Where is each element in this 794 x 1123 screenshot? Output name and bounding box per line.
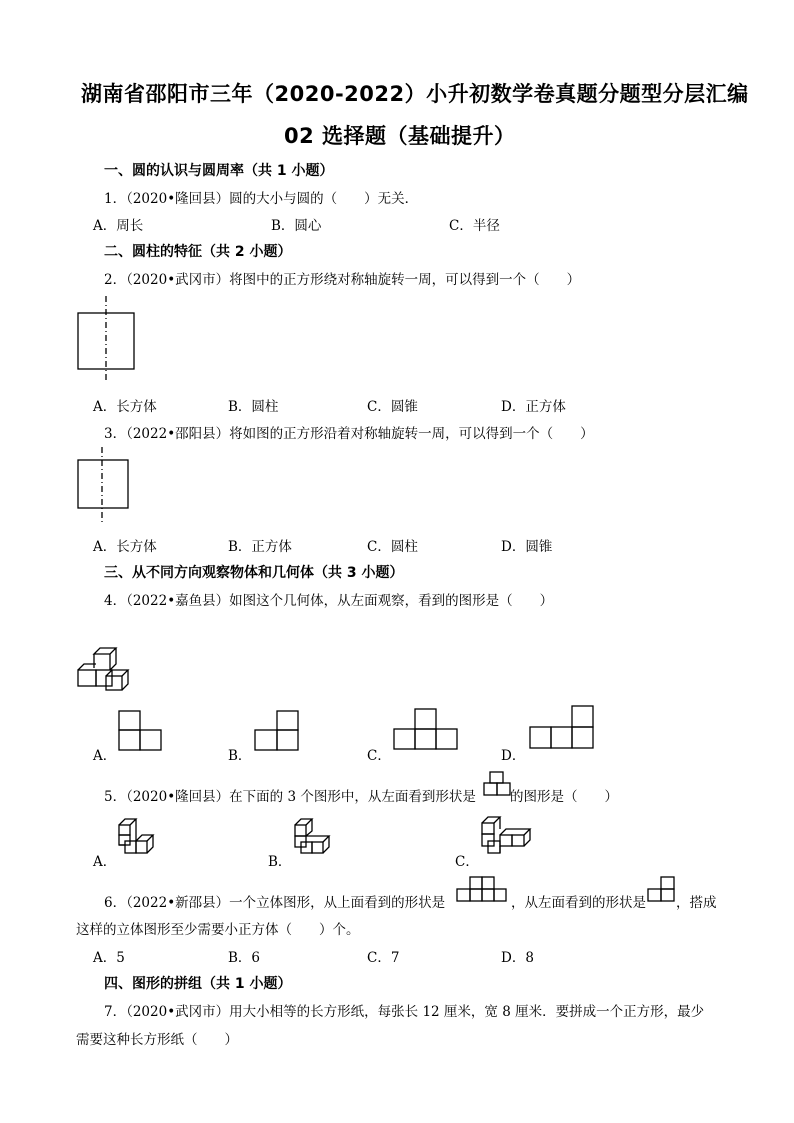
q1-option-c[interactable]: C．半径 [449,218,500,234]
q2-option-c[interactable]: C．圆锥 [367,399,418,415]
q3-option-b[interactable]: B．正方体 [228,539,292,555]
q4-option-b-figure [254,710,300,752]
q2-option-d[interactable]: D．正方体 [501,399,566,415]
q1-option-b[interactable]: B．圆心 [271,218,322,234]
page-title-line1: 湖南省邵阳市三年（2020-2022）小升初数学卷真题分题型分层汇编 [81,82,749,106]
q5-inline-shape-figure [483,771,511,797]
q6-option-a[interactable]: A．5 [93,950,125,966]
question-4-text: 4．（2022•嘉鱼县）如图这个几何体，从左面观察，看到的图形是（ ） [104,593,554,609]
q2-square-figure [76,296,138,382]
q6-option-c[interactable]: C．7 [367,950,400,966]
question-1-text: 1．（2020•隆回县）圆的大小与圆的（ ）无关． [104,191,419,207]
q5-option-a-figure [115,815,157,857]
q2-option-b[interactable]: B．圆柱 [228,399,279,415]
section-heading-2: 二、圆柱的特征（共 2 小题） [104,244,292,260]
section-heading-4: 四、图形的拼组（共 1 小题） [104,976,292,992]
q5-option-c[interactable]: C． [455,854,479,870]
question-5-text-before: 5．（2020•隆回县）在下面的 3 个图形中，从左面看到形状是 [104,789,476,805]
q4-option-c-figure [393,708,461,752]
q6-option-d[interactable]: D．8 [501,950,534,966]
question-6-text-part3: ，搭成 [676,895,717,911]
q3-option-c[interactable]: C．圆柱 [367,539,418,555]
q4-option-a-figure [118,710,164,752]
question-3-text: 3．（2022•邵阳县）将如图的正方形沿着对称轴旋转一周，可以得到一个（ ） [104,426,594,442]
q3-square-figure [76,447,132,525]
page-title-line2: 02 选择题（基础提升） [284,124,516,148]
q1-option-a[interactable]: A．周长 [93,218,144,234]
q5-option-c-figure [478,813,536,857]
question-5-text-after: 的图形是（ ） [510,789,618,805]
section-heading-3: 三、从不同方向观察物体和几何体（共 3 小题） [104,565,404,581]
q5-option-a[interactable]: A． [93,854,117,870]
q6-option-b[interactable]: B．6 [228,950,261,966]
q4-cube-solid-figure [76,640,138,690]
question-6-text-part1: 6．（2022•新邵县）一个立体图形，从上面看到的形状是 [104,895,446,911]
q4-option-d-figure [529,705,597,751]
q3-option-a[interactable]: A．长方体 [93,539,157,555]
q4-option-c[interactable]: C． [367,748,391,764]
q5-option-b[interactable]: B． [268,854,292,870]
question-7-text-line1: 7．（2020•武冈市）用大小相等的长方形纸，每张长 12 厘米，宽 8 厘米．要拼成一个正方形，最少 [104,1004,705,1020]
q4-option-a[interactable]: A． [93,748,117,764]
q3-option-d[interactable]: D．圆锥 [501,539,553,555]
question-2-text: 2．（2020•武冈市）将图中的正方形绕对称轴旋转一周，可以得到一个（ ） [104,272,581,288]
question-7-text-line2: 需要这种长方形纸（ ） [76,1032,238,1048]
q4-option-d[interactable]: D． [501,748,526,764]
q4-option-b[interactable]: B． [228,748,252,764]
q6-top-view-figure [456,876,508,904]
question-6-text-part2: ，从左面看到的形状是 [511,895,646,911]
question-6-text-line2: 这样的立体图形至少需要小正方体（ ）个。 [76,922,360,938]
q5-option-b-figure [290,815,332,857]
q6-left-view-figure [647,876,677,904]
section-heading-1: 一、圆的认识与圆周率（共 1 小题） [104,163,334,179]
q2-option-a[interactable]: A．长方体 [93,399,157,415]
